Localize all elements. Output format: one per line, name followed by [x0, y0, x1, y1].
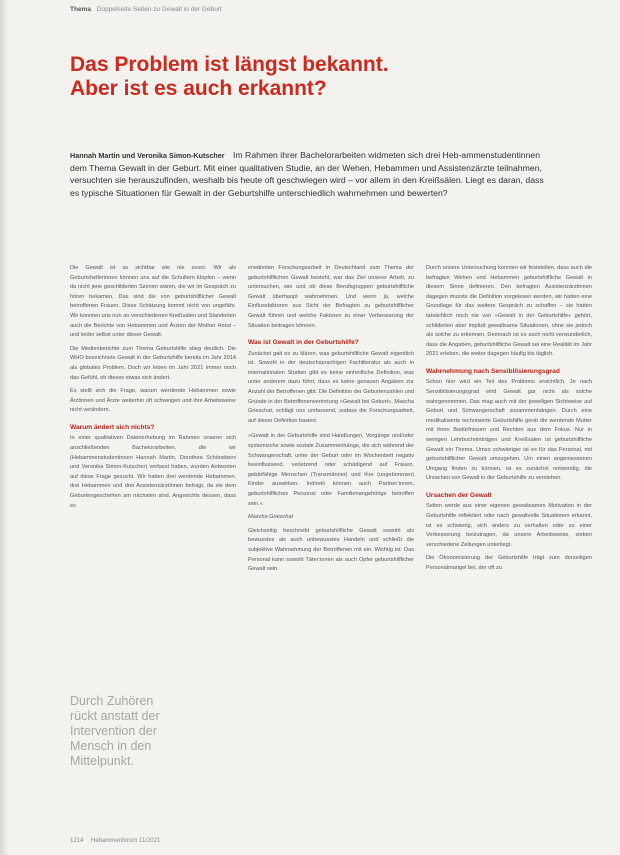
- body-column-2: [248, 264, 414, 579]
- pull-quote: [70, 694, 220, 769]
- paragraph: erwähnten Forschungsarbeit in Deutschland zum Thema der geburtshilflichen Gewalt besteht, war das Ziel unserer Arbeit, zu untersuchen, wie und ob diese Berufsgruppen geburtshilfliche Gewalt überhaupt wahrnehmen. Und wenn ja, welche Einflussfaktoren aus Sicht der Befragten zu geburtshilflicher Gewalt führen und welche Faktoren zu einer Verbesserung der Situation beitragen können.: [248, 265, 414, 329]
- headline-line-2: Aber ist es auch erkannt?: [70, 77, 327, 100]
- definition-quote: »Gewalt in der Geburtshilfe sind Handlungen, Vorgänge und/oder systemische sowie soziale Zusammenhänge, die sich während der Schwangerschaft, unter der Geburt oder im Wochenbett negativ beeinflussend, verletzend oder schädigend auf Frauen, gebärfähige Menschen (Transmänner) und ihre (ungeborenen) Kinder auswirken. Indirekt können auch Partner:innen, geburtshilfliches Personal oder Familienangehörige betroffen sein.«: [248, 433, 414, 507]
- paragraph: Zunächst galt es zu klären, was geburtshilfliche Gewalt eigentlich ist. Sowohl in der deutschsprachigen Fachliteratur als auch in internationalen Studien gibt es keine einheitliche Definition, was unter anderem dazu führt, dass es keine genauen Angaben zur Anzahl der Betroffenen gibt. Die Definition der Geburtenzahlen und Gründe in der Betroffenenvertretung »Gewalt bei Geburt«, Mascha Grieschat, schlägt uns umfassend, sodass die Forschungsarbeit, auf dieser Definition basiert.: [248, 350, 414, 424]
- section-topic: Doppelseite Seiten zu Gewalt in der Geburt: [96, 6, 222, 13]
- quote-citation: Mascha Grieschat: [248, 514, 294, 521]
- scan-shadow: [0, 0, 8, 855]
- article-authors: Hannah Martin und Veronika Simon-Kutscher: [70, 151, 225, 160]
- paragraph: Durch unsere Untersuchung konnten wir feststellen, dass auch die befragten Wehen und Hebammen geburtshilfliche Gewalt in diesem Sinne definieren. Den befragten Assistenzärztinnen dagegen musste die Definition vorgelesen werden, wir hatten eine Grundlage für das weitere Gespräch zu schaffen – sie hatten tatsächlich noch nie von »Gewalt in der Geburtshilfe« gehört, schilderten aber implizit gewaltsame Situationen, ohne sie jedoch als solche zu erkennen. Demnach ist es auch nicht verwunderlich, dass die Angaben, geburtshilfliche Gewalt sei eine Realität im Jahr 2021 erleben, die weiter dagegen häufig bis täglich.: [426, 265, 592, 358]
- body-column-3: [426, 264, 592, 578]
- journal-name: Hebammenforum 11/2021: [91, 838, 161, 844]
- article-headline: [70, 53, 570, 101]
- section-label: Thema: [70, 6, 91, 13]
- subheading: Warum ändert sich nichts?: [70, 423, 155, 431]
- subheading: Ursachen der Gewalt: [426, 491, 492, 499]
- paragraph: Es stellt sich die Frage, warum werdende Hebammen sowie Ärztinnen und Ärzte weiterhin oft schweigen und ihre Arbeitsweise nicht verändern.: [70, 388, 236, 414]
- article-lead: [70, 149, 552, 199]
- subheading: Wahrnehmung nach Sensibilisierungsgrad: [426, 367, 560, 375]
- subheading: Was ist Gewalt in der Geburtshilfe?: [248, 339, 359, 347]
- paragraph: Gleichzeitig beschreibt geburtshilfliche Gewalt sowohl als bewusstes als auch unbewusstes Handeln und schließt die subjektive Wahrnehmung der Betroffenen mit ein. Wichtig ist: Das Personal kann sowohl Täter:innen als auch Opfer geburtshilflicher Gewalt sein.: [248, 527, 414, 573]
- section-kicker: [70, 6, 222, 13]
- page-number: 1214: [70, 838, 84, 844]
- lead-text: Im Rahmen ihrer Bachelorarbeiten widmeten sich drei Heb-ammenstudentinnen dem Thema Gewalt in der Geburt. Mit einer qualitativen Studie, an der Wehen, Hebammen und Assistenzärzte teilnahmen, versuchten sie herauszufinden, weshalb bis heute oft geschwiegen wird – vor allem in den Kreißsälen. Liegt es daran, dass es typische Situationen für Gewalt in der Geburtshilfe unterschiedlich wahrnehmen und bewerten?: [70, 150, 544, 198]
- paragraph: Die Medienberichte zum Thema Geburtshilfe stieg deutlich. Die WHO bezeichnete Gewalt in der Geburtshilfe bereits im Jahr 2014 als globales Problem. Doch wir leben im Jahr 2021 immer noch das Gefühl, ob dieses etwas sich ändert.: [70, 345, 236, 381]
- pull-quote-line: Durch Zuhören: [70, 694, 154, 708]
- paragraph: Die Ökonomisierung der Geburtshilfe trägt zum derzeitigen Personalmangel bei, der oft zu: [426, 555, 592, 572]
- paragraph: Die Gewalt ist so sichtbar wie nie zuvor. Wir als Geburtshelferinnen können uns auf die Schultern klopfen – wenn da nicht jene geschilderten Szenen wären, die wir im Gespräch zu hören bekamen. Das sind die von geburtshilflicher Gewalt betroffenen Frauen. Diese Schätzung kommt nicht von ungefähr. Wir konnten uns nun an verschiedenen Kreißsälen und Standorten auch die Berichte von Hebammen und Ärzten der Mother Hood – und leider selbst unter dieser Gewalt.: [70, 265, 236, 339]
- headline-line-1: Das Problem ist längst bekannt.: [70, 53, 389, 76]
- paragraph: Schon hier wird ein Teil des Problems ersichtlich. Je nach Sensibilisierungsgrad wird Gewalt gar nicht als solche wahrgenommen. Das mag auch mit der jeweiligen Sichtweise auf Geburt und Schwangerschaft zusammenhängen. Durch eine medikalisierte technisierte Geburtshilfe gerät die werdende Mutter mit ihren Bedürfnissen und Rechten aus dem Fokus. Nur in wenigen Lehrbucheinträgen und Kreißsälen ist geburtshilfliche Gewalt ein Thema. Umso schwieriger ist es für das Personal, mit geburtshilflicher Gewalt umzugehen. Um einen angemessenen Umgang finden zu können, ist es zunächst notwendig, die Ursachen von Gewalt in der Geburtshilfe zu verstehen.: [426, 379, 592, 482]
- pull-quote-line: Mensch in den: [70, 739, 152, 753]
- pull-quote-line: Mittelpunkt.: [70, 754, 134, 768]
- page-footer: [70, 838, 160, 844]
- paragraph: In einer qualitativen Datenerhebung im Rahmen unserer sich anschließenden Bachelorarbeiten, die wir (Hebammenstudentinnen Hannah Martin, Dorothea Schönebers und Veronika Simon-Kutscher) verfasst haben, wurden Antworten auf diese Frage gesucht. Wir haben drei werdende Hebammen, drei Hebammen und drei Assistenzärztinnen befragt, da sie dem Geburtengeschehen am nächsten sind. Angesichts dessen, dass es: [70, 435, 236, 509]
- body-column-1: [70, 264, 236, 515]
- pull-quote-line: Intervention der: [70, 724, 157, 738]
- pull-quote-line: rückt anstatt der: [70, 709, 160, 723]
- paragraph: Selten werde aus einer eigenen gewaltsamen Motivation in der Geburtshilfe reflektiert oder nach gewaltvolle Situationen erkannt, ist es schwierig, sich anders zu verhalten oder zu einer Verbesserung beizutragen, da unsere Arbeitsweise, sieben verschiedene Zeitungen unterliegt.: [426, 503, 592, 548]
